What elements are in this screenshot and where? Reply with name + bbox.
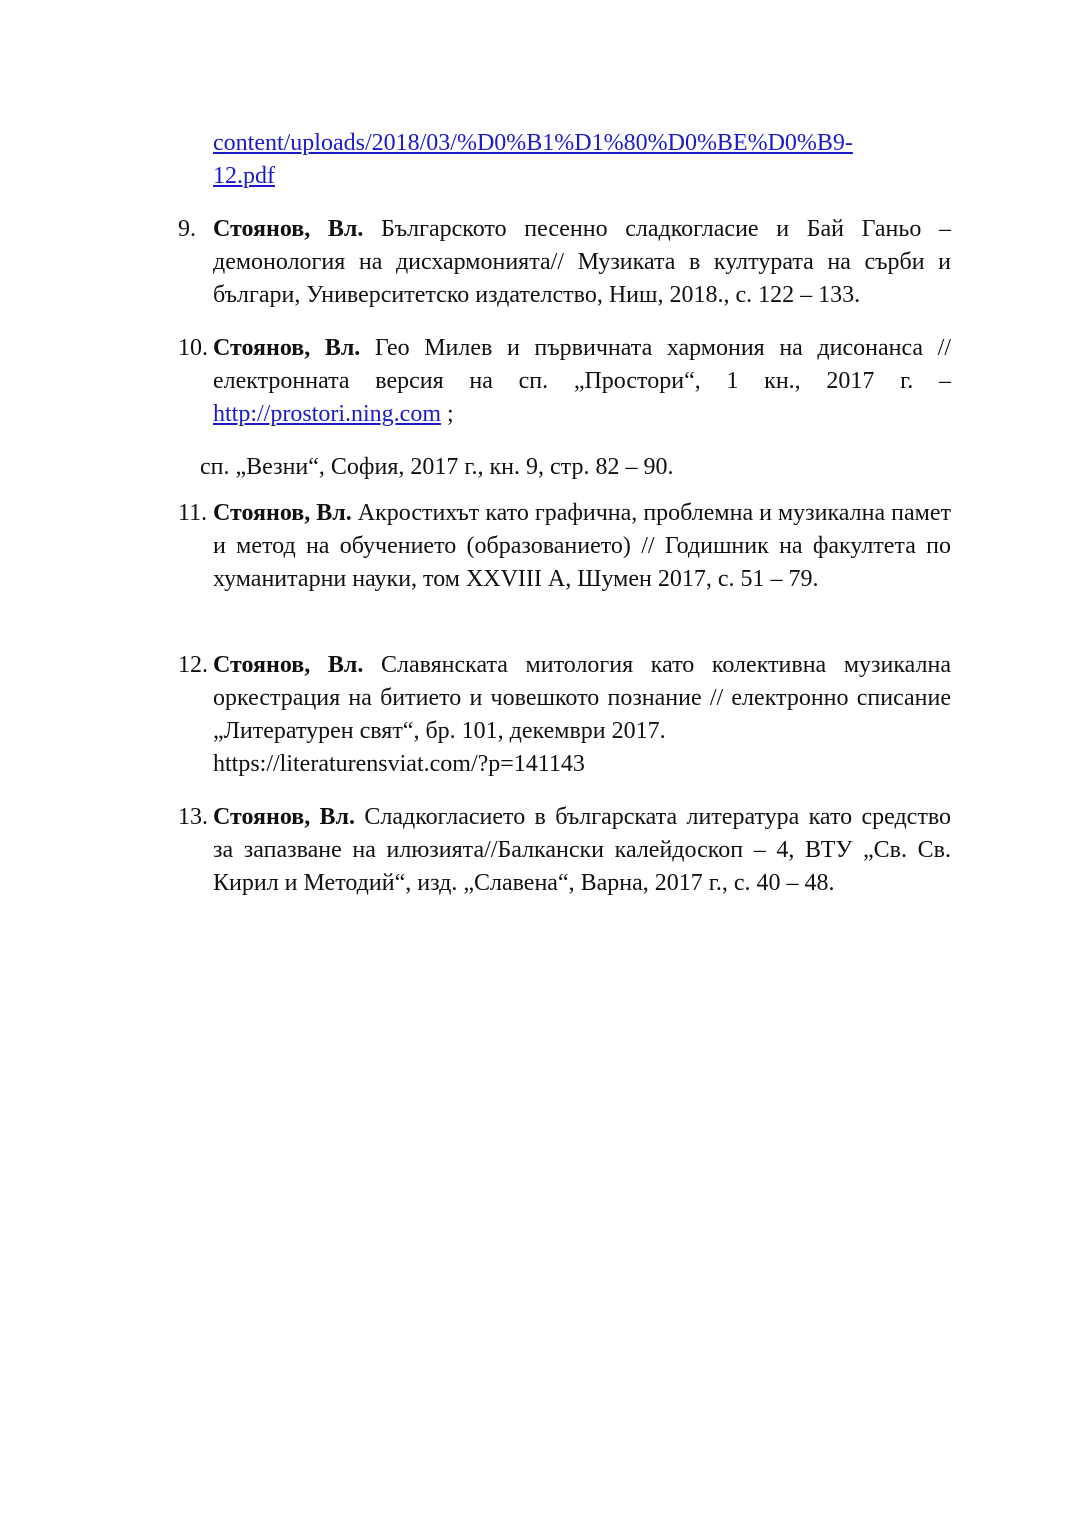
entry-author: Стоянов, Вл.: [213, 216, 381, 242]
entry-text: Гео Милев и първичната хармония на дисонанса // електронната версия на сп. „Простори“, 1 кн., 2017 г. –: [213, 335, 952, 394]
entry-number: 11.: [178, 500, 208, 526]
continued-url-link-line-2[interactable]: 12.pdf: [213, 163, 275, 189]
entry-text: Сладкогласието в българската литература като средство за запазване на илюзията//Балкански калейдоскоп – 4, ВТУ „Св. Св. Кирил и Методий“, изд. „Славена“, Варна, 2017 г., с. 40 – 48.: [213, 804, 951, 896]
entry-number: 9.: [178, 216, 196, 242]
entry-author: Стоянов, Вл.: [213, 804, 365, 830]
reference-entry-9: [178, 213, 951, 312]
continued-url: [213, 127, 951, 193]
continued-url-link-line-1[interactable]: content/uploads/2018/03/%D0%B1%D1%80%D0%BE%D0%B9-: [213, 130, 853, 156]
entry-text: Акростихът като графична, проблемна и музикална памет и метод на обучението (образованието) // Годишник на факултета по хуманитарни науки, том XXVIII А, Шумен 2017, с. 51 – 79.: [213, 500, 951, 592]
entry-number: 12.: [178, 652, 208, 678]
reference-entry-10-extra: сп. „Везни“, София, 2017 г., кн. 9, стр. 82 – 90.: [200, 454, 674, 480]
prostori-link[interactable]: http://prostori.ning.com: [213, 401, 441, 427]
entry-text: Българското песенно сладкогласие и Бай Ганьо – демонология на дисхармонията// Музиката в културата на сърби и българи, Университетско издателство, Ниш, 2018., с. 122 – 133.: [213, 216, 951, 308]
entry-author: Стоянов, Вл.: [213, 500, 358, 526]
entry-url: https://literaturensviat.com/?p=141143: [213, 751, 585, 777]
reference-entry-10: [178, 332, 952, 431]
entry-text: Славянската митология като колективна музикална оркестрация на битието и човешкото познание // електронно списание „Литературен свят“, бр. 101, декември 2017.: [213, 652, 951, 744]
reference-entry-11: [178, 497, 951, 596]
entry-author: Стоянов, Вл.: [213, 335, 375, 361]
entry-suffix: ;: [441, 401, 454, 427]
entry-number: 10.: [178, 335, 208, 361]
reference-entry-12: [178, 649, 951, 781]
entry-number: 13.: [178, 804, 208, 830]
entry-author: Стоянов, Вл.: [213, 652, 381, 678]
reference-entry-13: [178, 801, 951, 900]
